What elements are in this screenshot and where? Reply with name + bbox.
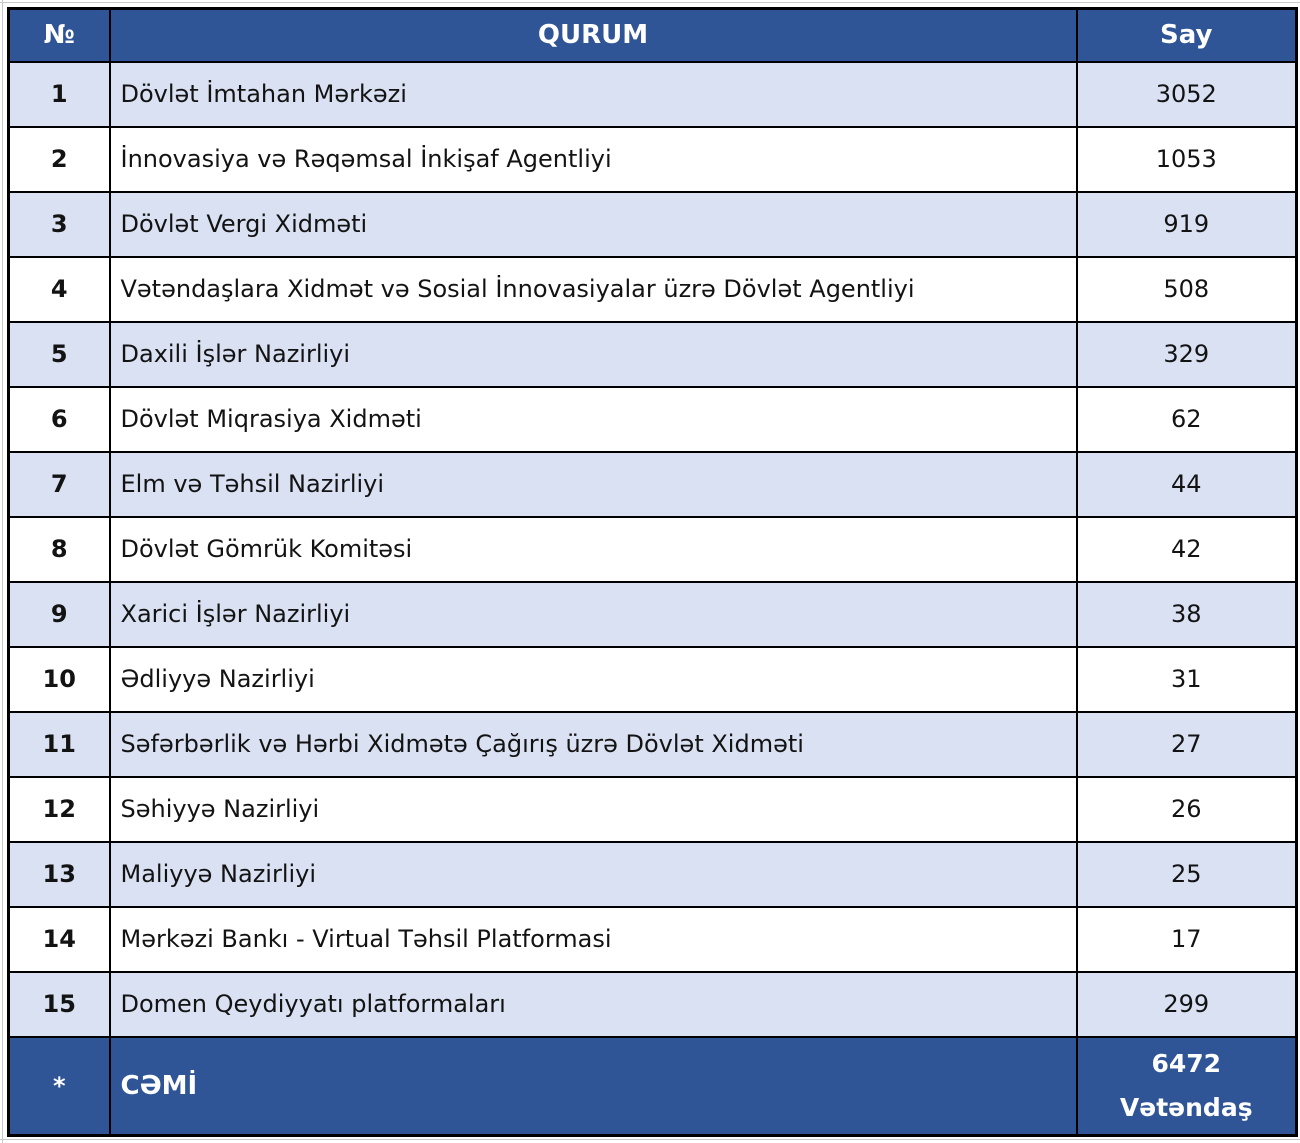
row-count: 27 xyxy=(1077,712,1297,777)
table-row xyxy=(9,907,1297,972)
row-number: 11 xyxy=(9,712,110,777)
total-row-marker: * xyxy=(9,1037,110,1136)
row-institution: Vətəndaşlara Xidmət və Sosial İnnovasiyalar üzrə Dövlət Agentliyi xyxy=(110,257,1077,322)
row-number: 12 xyxy=(9,777,110,842)
row-count: 62 xyxy=(1077,387,1297,452)
table-row xyxy=(9,712,1297,777)
total-row-label: CƏMİ xyxy=(110,1037,1077,1136)
table-row xyxy=(9,777,1297,842)
qurum-statistics-table xyxy=(7,7,1298,1137)
row-count: 919 xyxy=(1077,192,1297,257)
row-number: 3 xyxy=(9,192,110,257)
row-institution: Dövlət Vergi Xidməti xyxy=(110,192,1077,257)
row-number: 10 xyxy=(9,647,110,712)
row-institution: Dövlət Gömrük Komitəsi xyxy=(110,517,1077,582)
row-count: 329 xyxy=(1077,322,1297,387)
row-count: 44 xyxy=(1077,452,1297,517)
row-institution: Domen Qeydiyyatı platformaları xyxy=(110,972,1077,1037)
row-count: 31 xyxy=(1077,647,1297,712)
row-count: 1053 xyxy=(1077,127,1297,192)
row-institution: Səfərbərlik və Hərbi Xidmətə Çağırış üzrə Dövlət Xidməti xyxy=(110,712,1077,777)
row-institution: Mərkəzi Bankı - Virtual Təhsil Platformasi xyxy=(110,907,1077,972)
row-number: 2 xyxy=(9,127,110,192)
row-number: 15 xyxy=(9,972,110,1037)
column-header-qurum: QURUM xyxy=(110,9,1077,62)
row-number: 4 xyxy=(9,257,110,322)
total-unit: Vətəndaş xyxy=(1119,1092,1253,1122)
row-institution: İnnovasiya və Rəqəmsal İnkişaf Agentliyi xyxy=(110,127,1077,192)
row-institution: Xarici İşlər Nazirliyi xyxy=(110,582,1077,647)
table-row xyxy=(9,517,1297,582)
screen-edge-line-top xyxy=(0,2,1300,3)
row-count: 299 xyxy=(1077,972,1297,1037)
row-count: 508 xyxy=(1077,257,1297,322)
table-header xyxy=(9,9,1297,62)
total-row-value xyxy=(1077,1037,1297,1136)
row-number: 8 xyxy=(9,517,110,582)
row-number: 1 xyxy=(9,62,110,127)
row-institution: Daxili İşlər Nazirliyi xyxy=(110,322,1077,387)
row-count: 17 xyxy=(1077,907,1297,972)
row-institution: Elm və Təhsil Nazirliyi xyxy=(110,452,1077,517)
column-header-say: Say xyxy=(1077,9,1297,62)
row-institution: Səhiyyə Nazirliyi xyxy=(110,777,1077,842)
total-count: 6472 xyxy=(1151,1048,1222,1078)
table-row xyxy=(9,647,1297,712)
row-number: 9 xyxy=(9,582,110,647)
row-institution: Ədliyyə Nazirliyi xyxy=(110,647,1077,712)
table-row xyxy=(9,972,1297,1037)
header-row xyxy=(9,9,1297,62)
table-row xyxy=(9,452,1297,517)
column-header-num: № xyxy=(9,9,110,62)
row-institution: Dövlət İmtahan Mərkəzi xyxy=(110,62,1077,127)
screen-edge-line-bottom xyxy=(0,1139,1300,1140)
row-number: 6 xyxy=(9,387,110,452)
screen-edge-line-left xyxy=(2,0,3,1143)
row-count: 25 xyxy=(1077,842,1297,907)
table-row xyxy=(9,127,1297,192)
table-body xyxy=(9,62,1297,1037)
table-row xyxy=(9,582,1297,647)
table-row xyxy=(9,257,1297,322)
row-number: 13 xyxy=(9,842,110,907)
row-institution: Maliyyə Nazirliyi xyxy=(110,842,1077,907)
table-row xyxy=(9,387,1297,452)
table-footer xyxy=(9,1037,1297,1136)
row-count: 42 xyxy=(1077,517,1297,582)
table-row xyxy=(9,842,1297,907)
row-number: 7 xyxy=(9,452,110,517)
row-number: 14 xyxy=(9,907,110,972)
row-institution: Dövlət Miqrasiya Xidməti xyxy=(110,387,1077,452)
row-count: 38 xyxy=(1077,582,1297,647)
table-row xyxy=(9,192,1297,257)
total-row xyxy=(9,1037,1297,1136)
row-number: 5 xyxy=(9,322,110,387)
table-row xyxy=(9,322,1297,387)
row-count: 26 xyxy=(1077,777,1297,842)
table-row xyxy=(9,62,1297,127)
row-count: 3052 xyxy=(1077,62,1297,127)
